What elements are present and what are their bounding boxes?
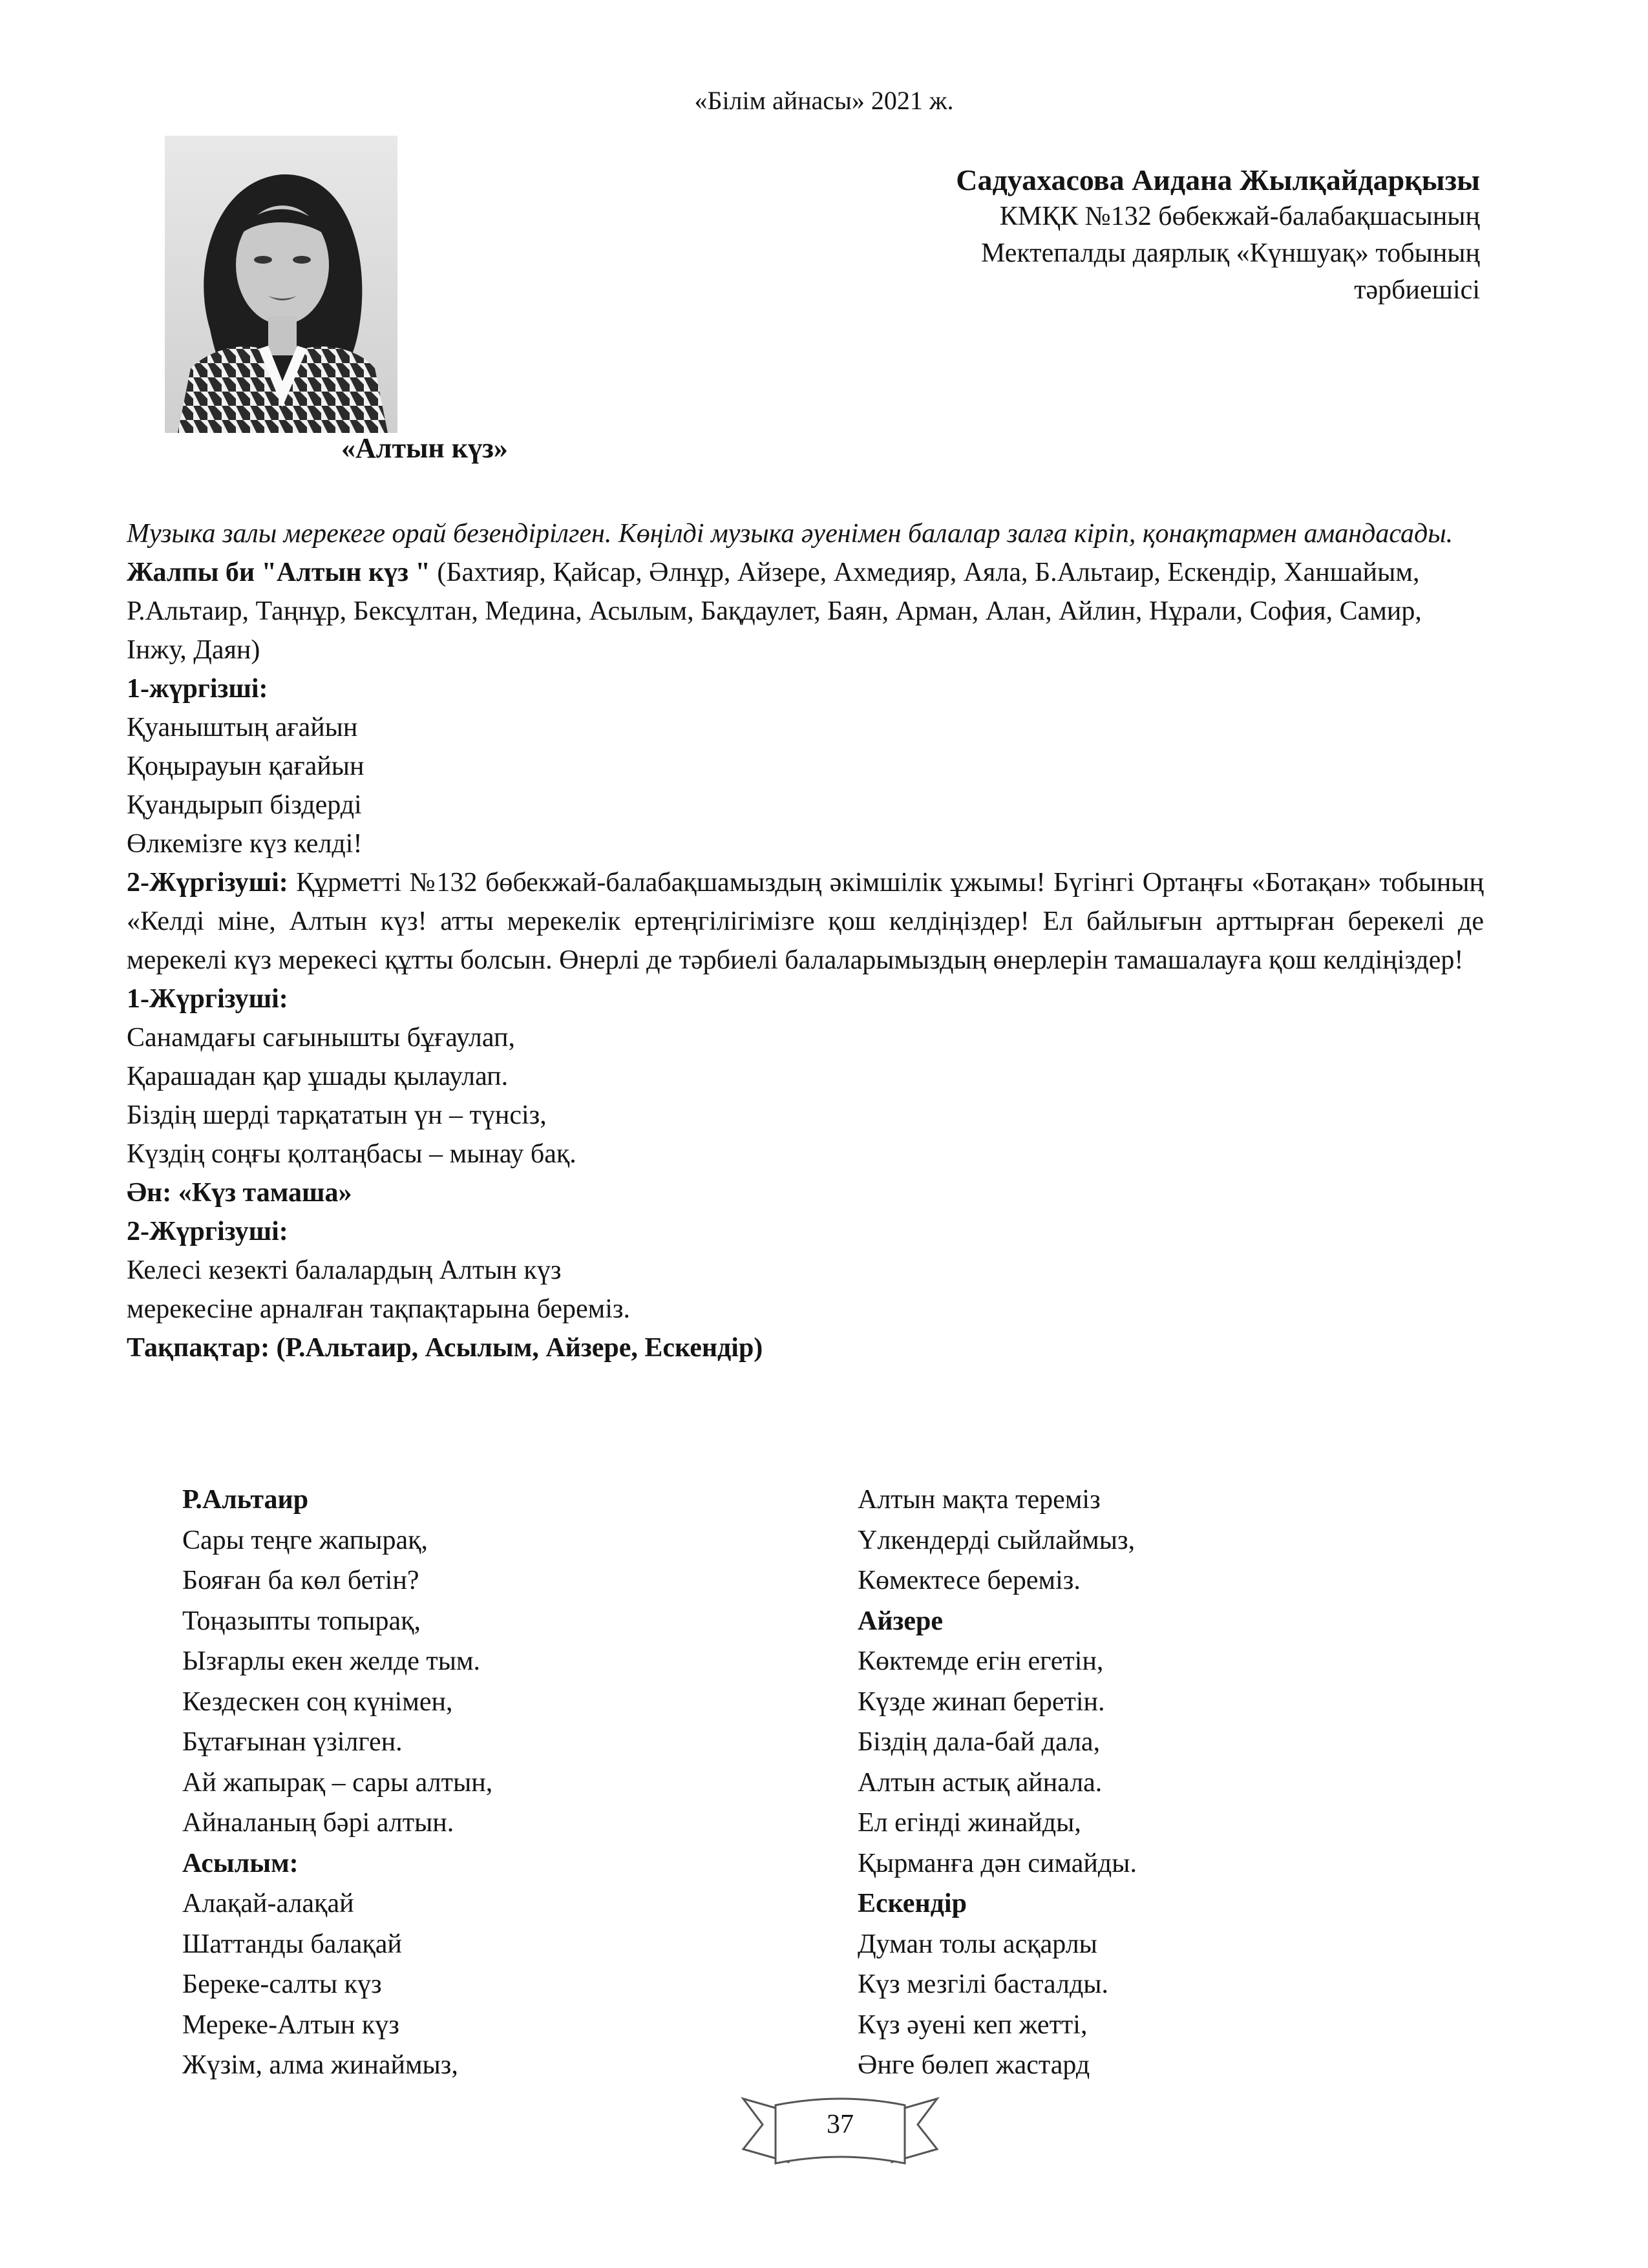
poem-line: Жүзім, алма жинаймыз,	[182, 2050, 458, 2080]
poem-line: Ызғарлы екен желде тым.	[182, 1646, 481, 1676]
host2b-line: Келесі кезекті балалардың Алтын күз	[127, 1255, 562, 1285]
poem-speaker-name: Айзере	[858, 1606, 944, 1636]
author-photo	[165, 136, 397, 433]
poem-line: Қырманға дән симайды.	[858, 1848, 1137, 1878]
host2-text: Құрметті №132 бөбекжай-балабақшамыздың әкімшілік ұжымы! Бүгінгі Ортаңғы «Ботақан» тобының «Келді міне, Алтын күз! атты мерекелік ертеңгілігімізге қош келдіңіздер! Ел байлығын арттырған берекелі де мерекелі күз мерекесі құтты болсын. Өнерлі де тәрбиелі балаларымыздың өнерлерін тамашалауға қош келдіңіздер!	[127, 868, 1484, 975]
poems-right-column	[858, 1480, 1137, 2086]
author-role: тәрбиешісі	[1354, 275, 1480, 305]
page-number: 37	[827, 2110, 854, 2139]
host2b-label: 2-Жүргізуші:	[127, 1217, 288, 1246]
poem-speaker-name: Асылым:	[182, 1848, 299, 1878]
poem-line: Алтын мақта тереміз	[858, 1485, 1101, 1515]
poem-line: Береке-салты күз	[182, 1969, 382, 1999]
dance-paragraph	[127, 553, 1484, 669]
host1b-line: Қарашадан қар ұшады қылаулап.	[127, 1062, 509, 1091]
host1b-label: 1-Жүргізуші:	[127, 984, 288, 1014]
host1b-line: Біздің шерді тарқататын үн – түнсіз,	[127, 1100, 547, 1130]
poem-line: Үлкендерді сыйлаймыз,	[858, 1525, 1136, 1555]
poem-line: Алтын астық айнала.	[858, 1767, 1103, 1798]
poem-line: Ел егінді жинайды,	[858, 1808, 1081, 1838]
author-name: Садуахасова Аидана Жылқайдарқызы	[956, 163, 1480, 196]
host1-line: Өлкемізге күз келді!	[127, 829, 363, 859]
intro-paragraph: Музыка залы мерекеге орай безендірілген. Көңілді музыка әуенімен балалар залға кіріп, қонақтармен амандасады.	[127, 519, 1453, 549]
host2-paragraph	[127, 863, 1484, 980]
poem-line: Бояған ба көл бетін?	[182, 1566, 419, 1595]
journal-header: «Білім айнасы» 2021 ж.	[694, 86, 954, 115]
poem-line: Айналаның бәрі алтын.	[182, 1808, 454, 1838]
host1-line: Қуаныштың ағайын	[127, 713, 358, 742]
poems-left-column	[182, 1480, 492, 2086]
host2-label: 2-Жүргізуші:	[127, 868, 288, 898]
poem-line: Думан толы асқарлы	[858, 1929, 1097, 1959]
poem-line: Ай жапырақ – сары алтын,	[182, 1767, 493, 1798]
poem-line: Күз әуені кеп жетті,	[858, 2010, 1088, 2040]
poem-line: Көктемде егін егетін,	[858, 1646, 1104, 1676]
host1b-line: Санамдағы сағынышты бұғаулап,	[127, 1023, 515, 1053]
poem-line: Көмектесе береміз.	[858, 1566, 1081, 1595]
poem-line: Тоңазыпты топырақ,	[182, 1606, 421, 1636]
poem-line: Күзде жинап беретін.	[858, 1686, 1105, 1717]
page-footer	[737, 2086, 944, 2176]
poem-line: Шаттанды балақай	[182, 1929, 402, 1959]
host1-line: Қоңырауын қағайын	[127, 751, 364, 781]
author-institution: КМҚК №132 бөбекжай-балабақшасының	[999, 202, 1480, 231]
poem-line: Бұтағынан үзілген.	[182, 1727, 403, 1757]
song-label: Ән: «Күз тамаша»	[127, 1178, 352, 1208]
host1b-line: Күздің соңғы қолтаңбасы – мынау бақ.	[127, 1139, 576, 1169]
author-portrait-image	[165, 136, 397, 433]
article-body	[127, 514, 1484, 1367]
poem-line: Әнге бөлеп жастард	[858, 2050, 1090, 2080]
host1-label: 1-жүргізші:	[127, 674, 268, 704]
dance-participants: (Бахтияр, Қайсар, Әлнұр, Айзере, Ахмедияр, Аяла, Б.Альтаир, Ескендір, Ханшайым, Р.Альтаир, Таңнұр, Бексұлтан, Медина, Асылым, Бақдаулет, Баян, Арман, Алан, Айлин, Нұрали, София, Самир, Інжу, Даян)	[127, 558, 1422, 665]
host2b-line: мерекесіне арналған тақпақтарына береміз.	[127, 1294, 630, 1324]
poem-line: Мереке-Алтын күз	[182, 2010, 399, 2040]
poem-line: Сары теңге жапырақ,	[182, 1525, 428, 1555]
host1-line: Қуандырып біздерді	[127, 790, 362, 820]
poem-speaker-name: Р.Альтаир	[182, 1485, 309, 1515]
poem-line: Кездескен соң күнімен,	[182, 1686, 453, 1717]
article-title: «Алтын күз»	[341, 432, 508, 464]
poem-speaker-name: Ескендір	[858, 1889, 967, 1918]
poems-label: Тақпақтар: (Р.Альтаир, Асылым, Айзере, Ескендір)	[127, 1333, 763, 1363]
author-block	[956, 162, 1480, 309]
dance-label: Жалпы би "Алтын күз "	[127, 558, 430, 587]
poem-line: Алақай-алақай	[182, 1889, 354, 1918]
poem-line: Біздің дала-бай дала,	[858, 1727, 1101, 1757]
author-group: Мектепалды даярлық «Күншуақ» тобының	[980, 238, 1480, 268]
poem-line: Күз мезгілі басталды.	[858, 1969, 1109, 1999]
